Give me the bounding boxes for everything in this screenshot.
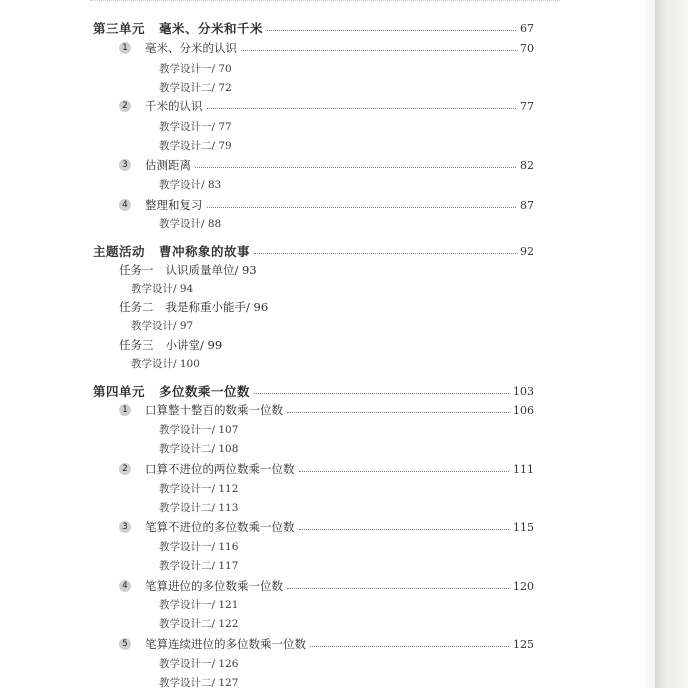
design-entry[interactable]: [0, 318, 655, 337]
design-label: 教学设计/ 88: [159, 218, 222, 230]
top-divider: [90, 0, 560, 3]
page-number: 120: [513, 579, 534, 593]
design-entry[interactable]: [0, 441, 655, 460]
design-label: 教学设计/ 97: [131, 320, 194, 332]
design-label: 教学设计二/ 79: [159, 140, 232, 152]
unit-label: 第三单元: [93, 21, 146, 36]
design-entry[interactable]: [0, 356, 655, 375]
design-entry[interactable]: [0, 675, 655, 688]
design-label: 教学设计二/ 117: [159, 560, 239, 572]
lesson-number-badge: 4: [119, 199, 131, 211]
design-entry[interactable]: [0, 481, 655, 500]
lesson-entry[interactable]: [0, 98, 655, 117]
dot-leader: [254, 253, 516, 254]
design-entry[interactable]: [0, 597, 655, 616]
task-entry[interactable]: [0, 262, 655, 281]
lesson-entry[interactable]: [0, 197, 655, 216]
design-entry[interactable]: [0, 216, 655, 235]
task-name: 我是称重小能手/ 96: [165, 300, 269, 314]
lesson-entry[interactable]: [0, 40, 655, 59]
design-entry[interactable]: [0, 138, 655, 157]
design-label: 教学设计/ 100: [131, 358, 200, 370]
lesson-entry[interactable]: [0, 461, 655, 480]
dot-leader: [267, 30, 516, 31]
unit-heading[interactable]: [0, 382, 655, 401]
design-label: 教学设计二/ 72: [159, 82, 232, 94]
design-label: 教学设计一/ 116: [159, 541, 239, 553]
dot-leader: [207, 108, 517, 109]
design-entry[interactable]: [0, 422, 655, 441]
dot-leader: [195, 167, 516, 168]
page-number: 92: [520, 244, 534, 258]
lesson-number-badge: 5: [119, 638, 131, 650]
page-number: 82: [520, 158, 534, 172]
lesson-entry[interactable]: [0, 636, 655, 655]
unit-label: 第四单元: [93, 384, 146, 399]
page-edge-shadow: [655, 0, 688, 688]
page-number: 77: [520, 99, 534, 113]
design-label: 教学设计一/ 70: [159, 63, 232, 75]
design-entry[interactable]: [0, 177, 655, 196]
lesson-entry[interactable]: [0, 519, 655, 538]
design-label: 教学设计二/ 122: [159, 618, 239, 630]
page-number: 70: [520, 41, 534, 55]
unit-label: 主题活动: [93, 244, 146, 259]
design-label: 教学设计一/ 126: [159, 658, 239, 670]
dot-leader: [207, 207, 517, 208]
lesson-title: 笔算进位的多位数乘一位数: [145, 579, 283, 593]
lesson-number-badge: 1: [119, 404, 131, 416]
design-entry[interactable]: [0, 539, 655, 558]
lesson-number-badge: 4: [119, 580, 131, 592]
design-label: 教学设计/ 94: [131, 283, 194, 295]
task-label: 任务三: [119, 338, 154, 352]
page-number: 111: [513, 462, 534, 476]
task-entry[interactable]: [0, 299, 655, 318]
lesson-entry[interactable]: [0, 402, 655, 421]
lesson-entry[interactable]: [0, 578, 655, 597]
design-entry[interactable]: [0, 119, 655, 138]
design-label: 教学设计一/ 121: [159, 599, 239, 611]
lesson-number-badge: 1: [119, 42, 131, 54]
dot-leader: [287, 588, 509, 589]
dot-leader: [241, 50, 516, 51]
task-name: 认识质量单位/ 93: [165, 263, 257, 277]
dot-leader: [287, 412, 509, 413]
lesson-number-badge: 3: [119, 521, 131, 533]
design-entry[interactable]: [0, 616, 655, 635]
page-number: 67: [520, 21, 534, 35]
design-label: 教学设计一/ 77: [159, 121, 232, 133]
lesson-title: 笔算不进位的多位数乘一位数: [145, 520, 295, 534]
unit-name: 多位数乘一位数: [159, 384, 251, 399]
task-name: 小讲堂/ 99: [165, 338, 223, 352]
unit-heading[interactable]: [0, 242, 655, 261]
page-number: 103: [513, 384, 534, 398]
design-entry[interactable]: [0, 656, 655, 675]
lesson-title: 整理和复习: [145, 198, 203, 212]
design-label: 教学设计二/ 113: [159, 502, 239, 514]
dot-leader: [299, 471, 510, 472]
task-label: 任务二: [119, 300, 154, 314]
lesson-number-badge: 2: [119, 100, 131, 112]
task-label: 任务一: [119, 263, 154, 277]
lesson-title: 千米的认识: [145, 99, 203, 113]
design-entry[interactable]: [0, 281, 655, 300]
design-label: 教学设计二/ 108: [159, 443, 239, 455]
lesson-title: 口算整十整百的数乘一位数: [145, 403, 283, 417]
unit-heading[interactable]: [0, 19, 655, 38]
lesson-title: 笔算连续进位的多位数乘一位数: [145, 637, 306, 651]
lesson-title: 估测距离: [145, 158, 191, 172]
dot-leader: [299, 529, 510, 530]
unit-name: 曹冲称象的故事: [159, 244, 251, 259]
design-entry[interactable]: [0, 61, 655, 80]
lesson-title: 毫米、分米的认识: [145, 41, 237, 55]
design-entry[interactable]: [0, 500, 655, 519]
page-number: 87: [520, 198, 534, 212]
page-number: 106: [513, 403, 534, 417]
dot-leader: [254, 393, 509, 394]
design-label: 教学设计一/ 107: [159, 424, 239, 436]
task-entry[interactable]: [0, 337, 655, 356]
design-label: 教学设计二/ 127: [159, 677, 239, 688]
page-number: 125: [513, 637, 534, 651]
design-entry[interactable]: [0, 558, 655, 577]
lesson-number-badge: 2: [119, 463, 131, 475]
design-label: 教学设计一/ 112: [159, 483, 239, 495]
dot-leader: [310, 646, 509, 647]
lesson-number-badge: 3: [119, 159, 131, 171]
page-number: 115: [513, 520, 534, 534]
lesson-title: 口算不进位的两位数乘一位数: [145, 462, 295, 476]
design-label: 教学设计/ 83: [159, 179, 222, 191]
design-entry[interactable]: [0, 80, 655, 99]
lesson-entry[interactable]: [0, 157, 655, 176]
unit-name: 毫米、分米和千米: [159, 21, 264, 36]
